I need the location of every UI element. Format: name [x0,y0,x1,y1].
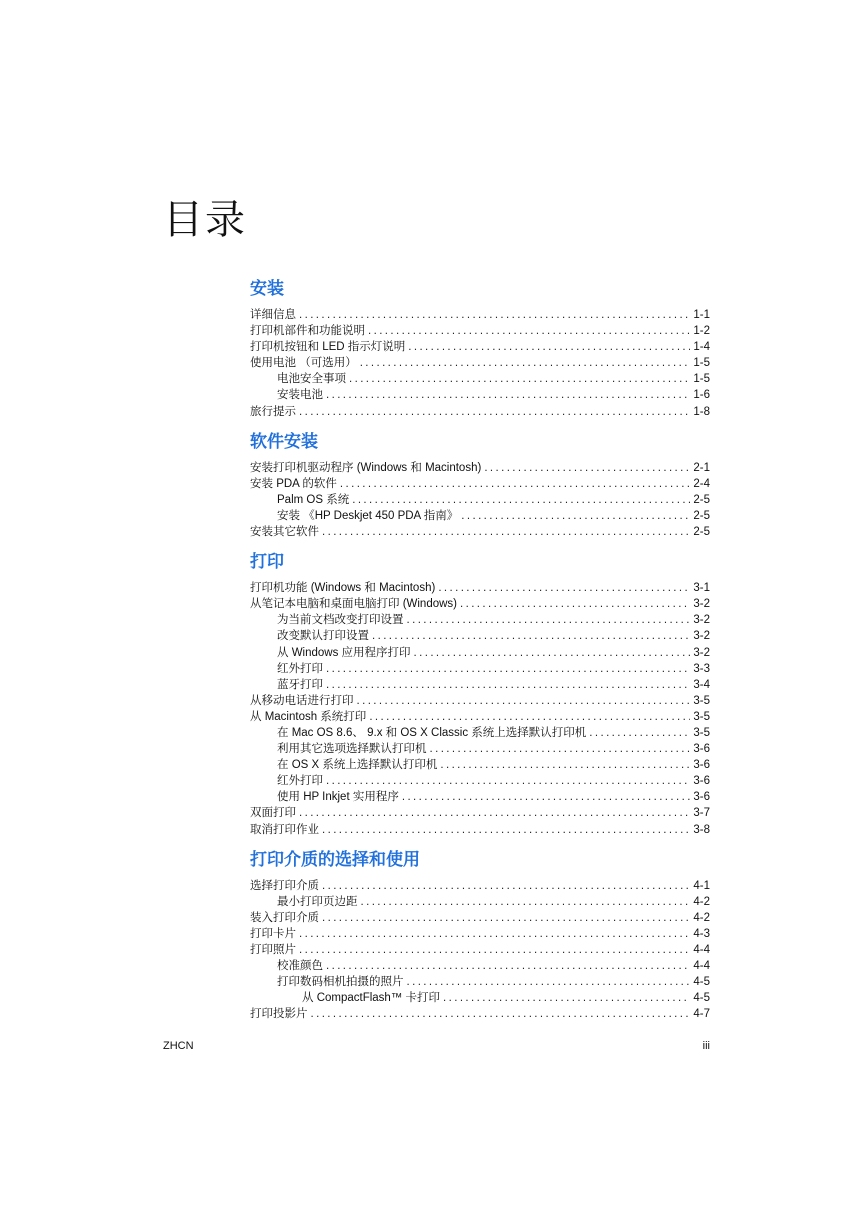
dot-leader [589,725,690,741]
section-heading: 软件安装 [250,431,318,452]
toc-entry[interactable] [250,958,710,974]
dot-leader [326,661,690,677]
toc-entry-title: 使用 HP Inkjet 实用程序 [277,791,399,804]
toc-entry[interactable] [250,773,710,789]
toc-entry[interactable] [250,757,710,773]
toc-entry-page: 4-7 [693,1008,710,1021]
toc-entry-page: 4-2 [693,895,710,908]
toc-entry-page: 4-4 [693,944,710,956]
dot-leader [368,323,690,339]
toc-entry-page: 3-3 [693,662,710,675]
dot-leader [322,910,690,926]
dot-leader [372,628,690,644]
toc-entry-title: 在 Mac OS 8.6、 9.x 和 OS X Classic 系统上选择默认打印机 [277,726,587,739]
toc-entry[interactable] [250,741,710,757]
toc-entry[interactable] [250,910,710,926]
dot-leader [414,645,691,661]
toc-entry-page: 1-1 [693,309,710,321]
toc-entry-title: 双面打印 [250,807,296,820]
toc-entry-title: 使用电池 （可选用） [250,357,357,370]
dot-leader [326,677,690,693]
toc-entry-title: 安装打印机驱动程序 (Windows 和 Macintosh) [250,461,482,474]
toc-entry[interactable] [250,492,710,508]
dot-leader [326,958,690,974]
toc-entry[interactable] [250,476,710,492]
toc-entry-title: 校准颜色 [277,960,323,973]
toc-entry-title: 从 Macintosh 系统打印 [250,710,367,723]
dot-leader [402,789,691,805]
toc-entry[interactable] [250,580,710,596]
toc-entry[interactable] [250,355,710,371]
toc-entry-title: 电池安全事项 [277,373,346,386]
toc-entry-page: 4-5 [693,992,710,1005]
dot-leader [460,596,690,612]
dot-leader [326,773,690,789]
dot-leader [299,926,690,942]
toc-entry-title: Palm OS 系统 [277,493,350,506]
toc-entry-page: 3-5 [693,726,710,739]
toc-entry-page: 3-6 [693,743,710,756]
toc-entry[interactable] [250,596,710,612]
toc-entry-page: 1-6 [693,389,710,402]
toc-entry-title: 在 OS X 系统上选择默认打印机 [277,759,438,772]
toc-entry-page: 3-6 [693,759,710,772]
table-of-contents [250,278,710,1022]
toc-entry[interactable] [250,645,710,661]
toc-entry-page: 4-2 [693,911,710,924]
dot-leader [361,894,691,910]
toc-entry-page: 3-1 [693,582,710,595]
dot-leader [322,878,690,894]
toc-entry-title: 安装 PDA 的软件 [250,477,337,490]
toc-entry-title: 装入打印介质 [250,911,319,924]
footer-page-number: iii [702,1040,710,1052]
toc-entry[interactable] [250,878,710,894]
dot-leader [322,822,690,838]
dot-leader [407,612,691,628]
toc-section [250,431,710,540]
toc-entry-page: 3-2 [693,598,710,611]
section-heading: 安装 [250,279,284,299]
toc-entry-page: 3-4 [693,678,710,691]
toc-entry[interactable] [250,693,710,709]
toc-entry[interactable] [250,709,710,725]
dot-leader [440,757,690,773]
toc-entry-title: 红外打印 [277,662,323,675]
toc-entry[interactable] [250,404,710,420]
toc-entry-title: 改变默认打印设置 [277,630,369,643]
toc-entry[interactable] [250,725,710,741]
toc-section [250,849,710,1023]
dot-leader [326,387,690,403]
dot-leader [357,693,691,709]
toc-entry[interactable] [250,974,710,990]
dot-leader [299,942,690,958]
toc-entry[interactable] [250,387,710,403]
toc-entry-title: 从 Windows 应用程序打印 [277,646,411,659]
toc-entry-title: 打印数码相机拍摄的照片 [277,976,404,989]
toc-entry-title: 打印投影片 [250,1008,308,1021]
toc-entry[interactable] [250,1006,710,1022]
dot-leader [311,1006,691,1022]
toc-entry[interactable] [250,926,710,942]
dot-leader [484,460,690,476]
toc-entry-page: 3-2 [693,630,710,643]
dot-leader [430,741,691,757]
dot-leader [352,492,690,508]
toc-entry-page: 3-7 [693,807,710,820]
page-title: 目录 [163,197,247,243]
toc-entry-page: 2-4 [693,477,710,490]
toc-entry-title: 打印机按钮和 LED 指示灯说明 [250,341,406,354]
toc-entry-title: 蓝牙打印 [277,678,323,691]
toc-entry-page: 3-6 [693,791,710,804]
toc-entry-title: 安装 《HP Deskjet 450 PDA 指南》 [277,509,459,522]
toc-section [250,278,710,420]
toc-section [250,551,710,838]
toc-entry-title: 选择打印介质 [250,879,319,892]
toc-entry-page: 2-5 [693,509,710,522]
dot-leader [438,580,690,596]
dot-leader [360,355,691,371]
dot-leader [369,709,690,725]
toc-entry-page: 1-4 [693,341,710,354]
toc-entry-title: 从笔记本电脑和桌面电脑打印 (Windows) [250,598,458,611]
dot-leader [299,805,690,821]
toc-entry-title: 红外打印 [277,775,323,788]
toc-entry[interactable] [250,805,710,821]
toc-entry-page: 3-8 [693,823,710,836]
toc-entry-title: 为当前文档改变打印设置 [277,614,404,627]
footer-language-code: ZHCN [163,1040,194,1052]
dot-leader [443,990,690,1006]
toc-entry-page: 4-4 [693,960,710,973]
toc-entry[interactable] [250,524,710,540]
toc-entry[interactable] [250,307,710,323]
toc-entry-title: 打印卡片 [250,927,296,940]
toc-entry-page: 2-1 [693,461,710,474]
toc-entry-page: 3-2 [693,646,710,659]
toc-entry-title: 打印机功能 (Windows 和 Macintosh) [250,582,436,595]
toc-entry-title: 安装电池 [277,389,323,402]
toc-entry-title: 打印照片 [250,944,296,956]
toc-entry-title: 安装其它软件 [250,526,319,539]
toc-entry[interactable] [250,460,710,476]
toc-entry[interactable] [250,677,710,693]
toc-entry-title: 打印机部件和功能说明 [250,325,365,338]
toc-entry[interactable] [250,789,710,805]
toc-entry[interactable] [250,894,710,910]
toc-entry[interactable] [250,612,710,628]
section-heading: 打印介质的选择和使用 [250,849,420,870]
toc-entry-page: 4-3 [693,927,710,940]
toc-entry[interactable] [250,339,710,355]
dot-leader [322,524,690,540]
toc-entry-title: 旅行提示 [250,405,296,418]
toc-entry-title: 从 CompactFlash™ 卡打印 [302,992,441,1005]
dot-leader [299,307,690,323]
toc-entry-title: 利用其它选项选择默认打印机 [277,743,427,756]
toc-entry-page: 3-6 [693,775,710,788]
toc-entry-title: 详细信息 [250,309,296,321]
toc-entry-page: 3-2 [693,614,710,627]
toc-entry[interactable] [250,822,710,838]
dot-leader [461,508,690,524]
toc-entry[interactable] [250,661,710,677]
toc-entry-page: 2-5 [693,526,710,539]
toc-entry[interactable] [250,508,710,524]
toc-entry[interactable] [250,628,710,644]
toc-entry[interactable] [250,371,710,387]
toc-entry-title: 最小打印页边距 [277,895,358,908]
dot-leader [340,476,690,492]
toc-entry-page: 1-5 [693,357,710,370]
toc-entry-page: 4-1 [693,879,710,892]
toc-entry-page: 1-2 [693,325,710,338]
dot-leader [349,371,690,387]
toc-entry-page: 4-5 [693,976,710,989]
toc-entry[interactable] [250,323,710,339]
toc-entry-title: 从移动电话进行打印 [250,694,354,707]
dot-leader [407,974,691,990]
toc-entry-page: 3-5 [693,710,710,723]
dot-leader [299,404,690,420]
toc-entry[interactable] [250,990,710,1006]
toc-entry-page: 1-5 [693,373,710,386]
toc-entry-page: 1-8 [693,405,710,418]
toc-entry-title: 取消打印作业 [250,823,319,836]
section-heading: 打印 [250,552,284,573]
dot-leader [408,339,690,355]
toc-entry-page: 3-5 [693,694,710,707]
toc-entry-page: 2-5 [693,493,710,506]
toc-entry[interactable] [250,942,710,958]
